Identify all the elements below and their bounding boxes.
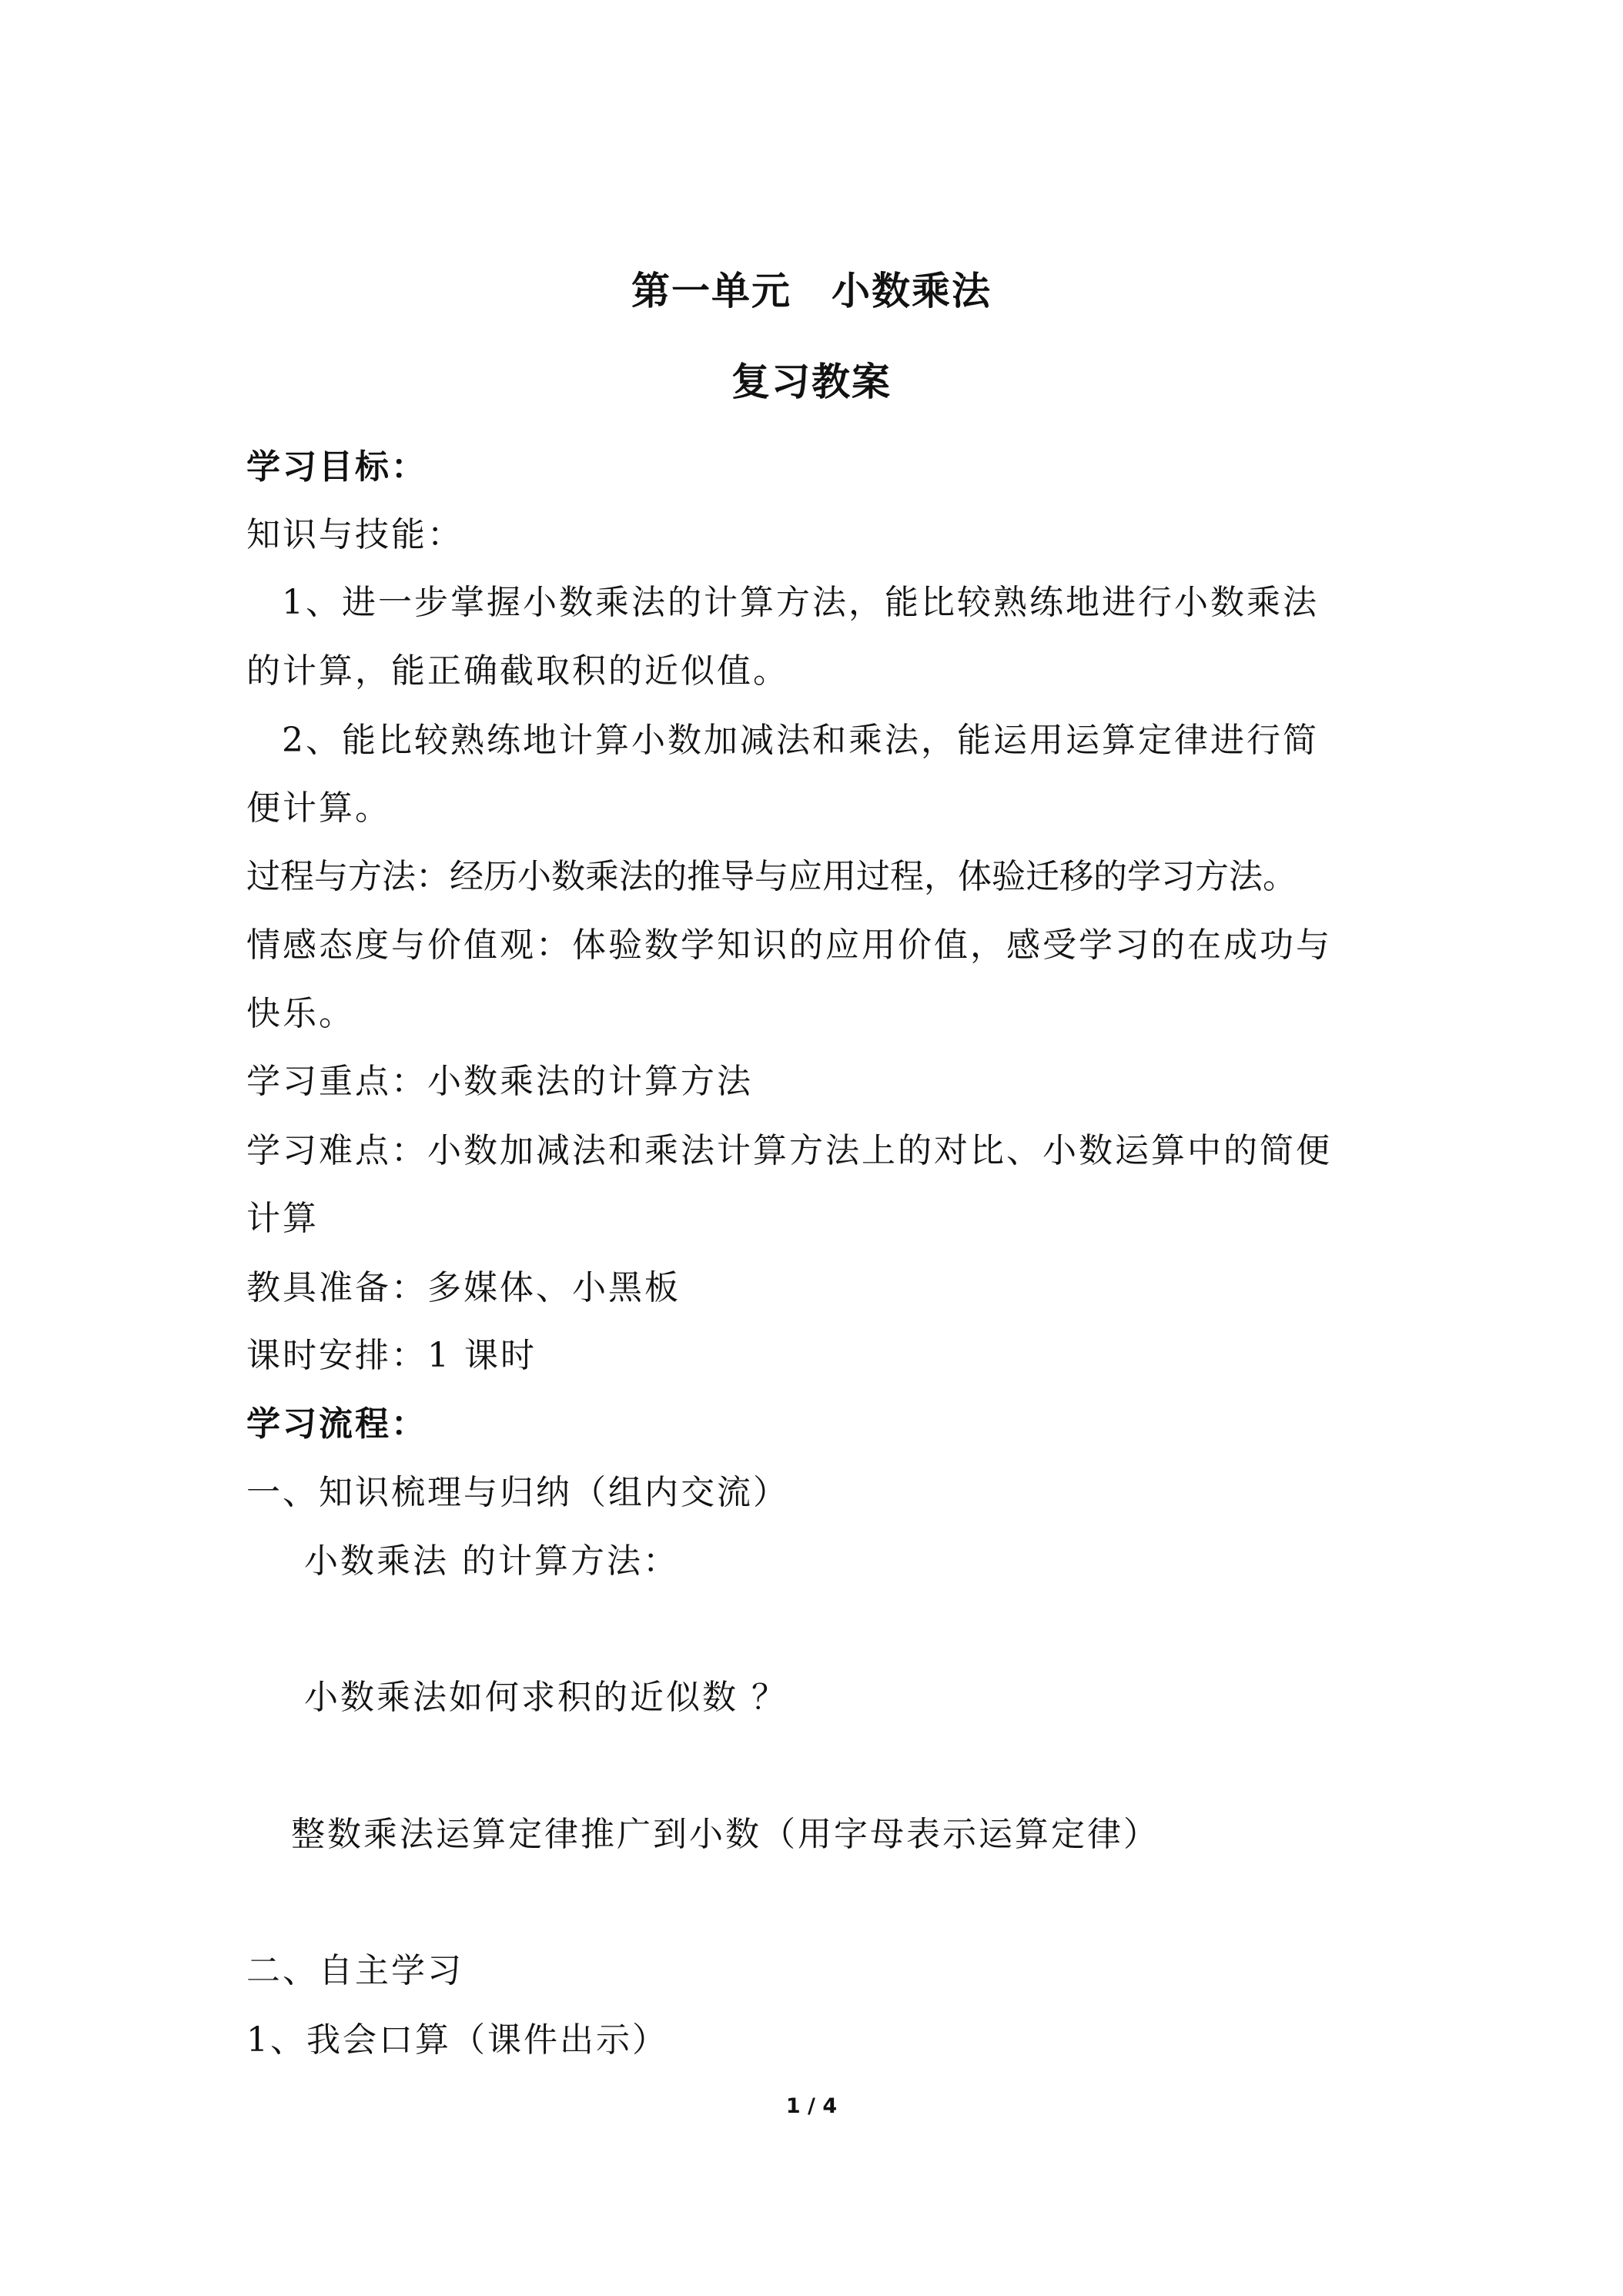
- objective-2-line-1: 2、能比较熟练地计算小数加减法和乘法，能运用运算定律进行简: [282, 721, 1319, 760]
- page-number: 1 / 4: [785, 2094, 838, 2118]
- item-1: 1、我会口算（课件出示）: [246, 2020, 668, 2060]
- objective-2-line-2: 便计算。: [246, 788, 391, 828]
- question-3: 整数乘法运算定律推广到小数（用字母表示运算定律）: [291, 1815, 1160, 1854]
- document-subtitle: 复习教案: [731, 360, 892, 404]
- emotion-line-2: 快乐。: [246, 994, 355, 1033]
- document-title: 第一单元 小数乘法: [631, 269, 992, 313]
- objective-1-line-1: 1、进一步掌握小数乘法的计算方法，能比较熟练地进行小数乘法: [282, 583, 1319, 622]
- section-2-heading: 二、自主学习: [246, 1951, 463, 1990]
- knowledge-heading: 知识与技能：: [246, 515, 463, 554]
- difficulty-line-2: 计算: [246, 1199, 319, 1238]
- difficulty-line-1: 学习难点：小数加减法和乘法计算方法上的对比、小数运算中的简便: [246, 1131, 1332, 1170]
- question-2: 小数乘法如何求积的近似数 ？: [304, 1678, 788, 1717]
- flow-heading: 学习流程：: [246, 1404, 427, 1444]
- question-1: 小数乘法 的计算方法：: [304, 1541, 679, 1581]
- key-point-text: 学习重点：小数乘法的计算方法: [246, 1062, 753, 1101]
- materials-text: 教具准备：多媒体、小黑板: [246, 1268, 681, 1307]
- schedule-text: 课时安排：1 课时: [246, 1336, 537, 1375]
- objective-1-line-2: 的计算，能正确截取积的近似值。: [246, 651, 789, 691]
- objectives-heading: 学习目标：: [246, 447, 427, 487]
- section-1-heading: 一、知识梳理与归纳（组内交流）: [246, 1473, 789, 1512]
- process-method-text: 过程与方法：经历小数乘法的推导与应用过程，体验迁移的学习方法。: [246, 857, 1297, 896]
- emotion-line-1: 情感态度与价值观：体验数学知识的应用价值，感受学习的在成功与: [246, 925, 1332, 965]
